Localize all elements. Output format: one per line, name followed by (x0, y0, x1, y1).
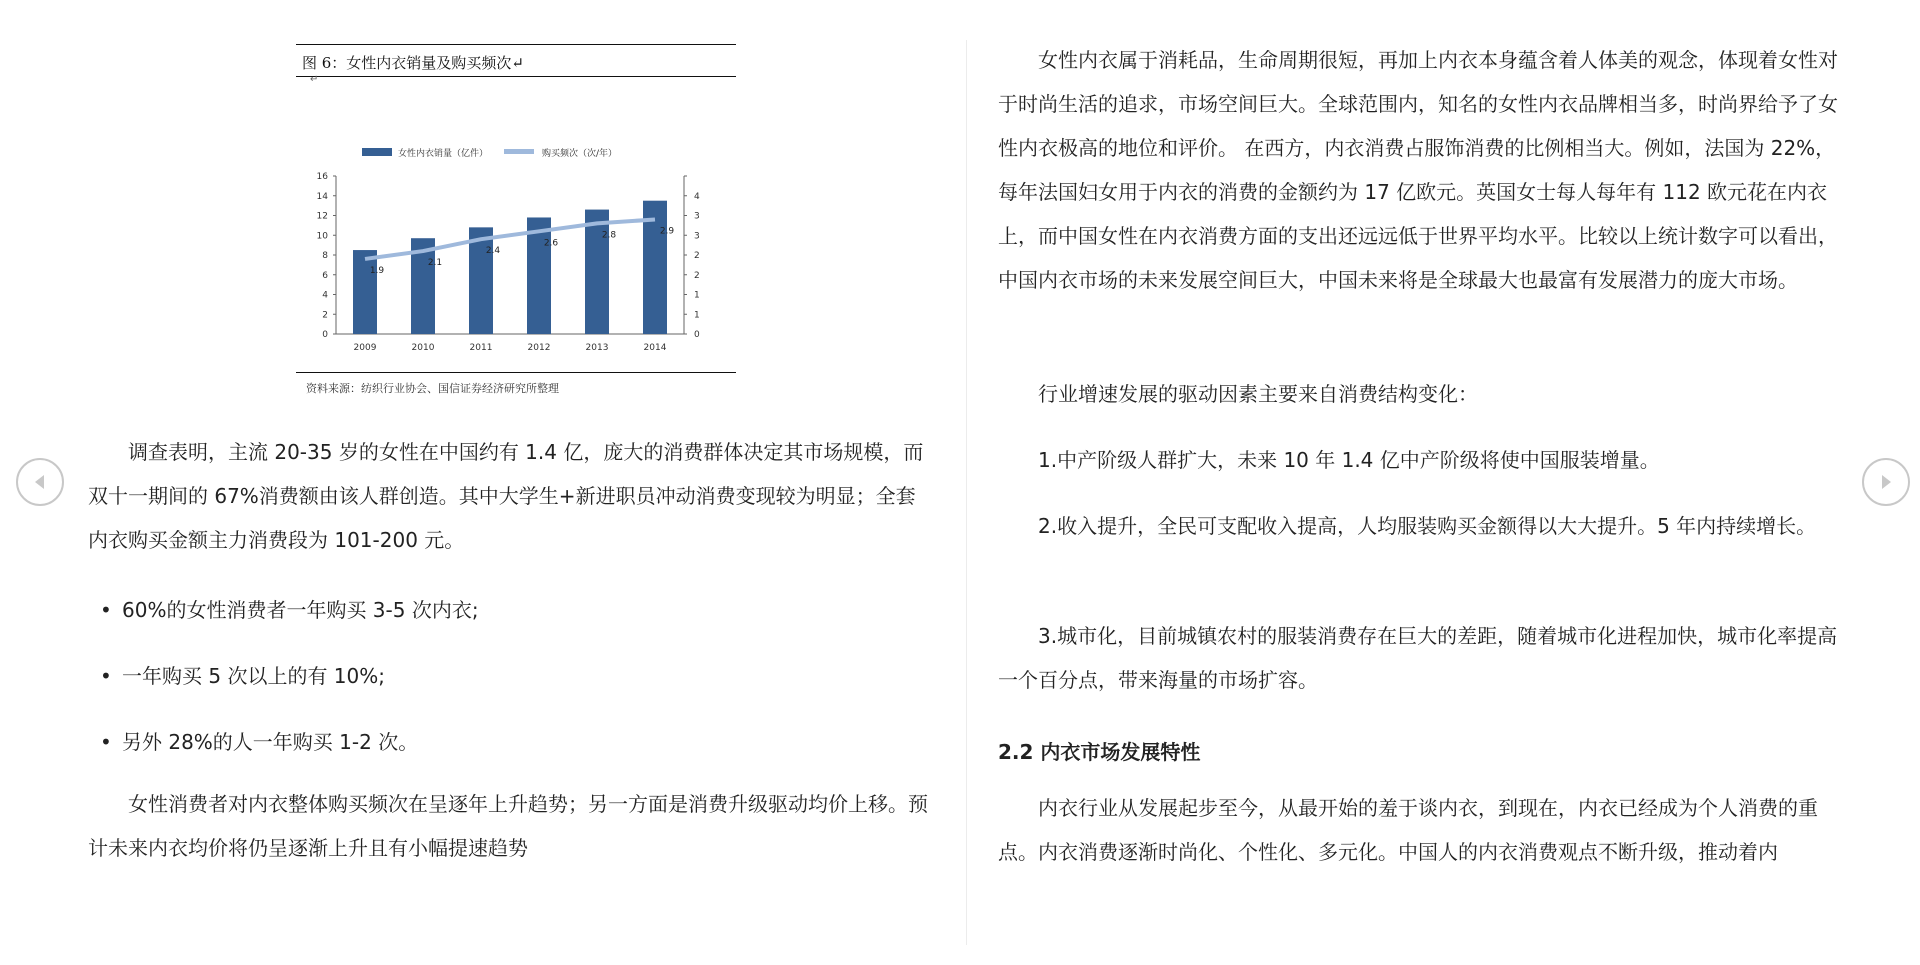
y-left-tick-label: 4 (322, 290, 328, 301)
line-data-label: 2.9 (659, 226, 675, 237)
bar (353, 250, 377, 334)
y-right-tick-label: 2 (694, 270, 700, 281)
x-tick-label: 2014 (643, 343, 667, 353)
y-right-tick-label: 2 (694, 251, 700, 261)
bar (469, 227, 493, 334)
y-left-tick-label: 10 (316, 231, 328, 242)
list-item: • 另外 28%的人一年购买 1-2 次。 (88, 720, 928, 786)
line-data-label: 2.6 (543, 238, 559, 249)
y-left-tick-label: 16 (316, 172, 328, 182)
figure-title: 图 6：女性内衣销量及购买频次↵ (302, 54, 524, 72)
section-heading: 2.2 内衣市场发展特性 (998, 740, 1201, 764)
line-data-label: 2.4 (485, 246, 501, 257)
line-data-label: 2.1 (427, 258, 443, 269)
y-left-tick-label: 8 (322, 251, 328, 261)
chevron-left-icon (30, 472, 50, 492)
y-left-tick-label: 2 (322, 310, 328, 321)
y-right-tick-label: 1 (694, 290, 700, 301)
x-tick-label: 2011 (469, 343, 493, 353)
drivers-intro: 行业增速发展的驱动因素主要来自消费结构变化： (1038, 382, 1478, 406)
y-right-tick-label: 3 (694, 211, 700, 222)
paragraph-mark: ↵ (310, 74, 319, 85)
sales-frequency-chart (296, 94, 766, 364)
figure-top-rule (296, 44, 736, 45)
list-item: • 一年购买 5 次以上的有 10%; (88, 654, 928, 720)
y-left-tick-label: 14 (316, 191, 328, 202)
bar (527, 217, 551, 334)
y-right-tick-label: 4 (694, 191, 700, 202)
list-item: • 60%的女性消费者一年购买 3-5 次内衣; (88, 588, 928, 654)
x-tick-label: 2009 (353, 343, 377, 353)
y-right-tick-label: 1 (694, 310, 700, 321)
figure-source: 资料来源：纺织行业协会、国信证券经济研究所整理 (306, 382, 559, 395)
trend-paragraph: 女性消费者对内衣整体购买频次在呈逐年上升趋势；另一方面是消费升级驱动均价上移。预计未来内衣均价将仍呈逐渐上升且有小幅提速趋势 (88, 792, 928, 860)
line-data-label: 1.9 (369, 265, 385, 276)
y-left-tick-label: 12 (316, 211, 328, 222)
figure-title-rule (296, 76, 736, 77)
y-right-tick-label: 3 (694, 231, 700, 242)
next-page-button[interactable] (1862, 458, 1910, 506)
y-left-tick-label: 6 (322, 270, 328, 281)
y-right-tick-label: 0 (694, 330, 700, 340)
x-tick-label: 2013 (585, 343, 609, 353)
legend-bar-label: 女性内衣销量（亿件） (398, 149, 489, 159)
development-paragraph: 内衣行业从发展起步至今，从最开始的羞于谈内衣，到现在，内衣已经成为个人消费的重点。内衣消费逐渐时尚化、个性化、多元化。中国人的内衣消费观点不断升级，推动着内 (998, 796, 1818, 864)
line-data-label: 2.8 (601, 230, 617, 241)
x-tick-label: 2010 (411, 343, 435, 353)
x-tick-label: 2012 (527, 343, 551, 353)
driver-2: 2.收入提升，全民可支配收入提高，人均服装购买金额得以大大提升。5 年内持续增长。 (1038, 514, 1817, 538)
legend-line-label: 购买频次（次/年） (542, 149, 618, 159)
bar (585, 210, 609, 334)
legend-line-swatch (504, 149, 534, 154)
purchase-frequency-list (88, 588, 928, 786)
prev-page-button[interactable] (16, 458, 64, 506)
market-paragraph: 女性内衣属于消耗品，生命周期很短，再加上内衣本身蕴含着人体美的观念，体现着女性对于时尚生活的追求，市场空间巨大。全球范围内，知名的女性内衣品牌相当多，时尚界给予了女性内衣极高的地位和评价。 在西方，内衣消费占服饰消费的比例相当大。例如，法国为 22%，每年法国妇女用于内衣的消费的金额约为 17 亿欧元。英国女士每人每年有 112 欧元花在内衣上，而中国女性在内衣消费方面的支出还远远低于世界平均水平。比较以上统计数字可以看出，中国内衣市场的未来发展空间巨大，中国未来将是全球最大也最富有发展潜力的庞大市场。 (998, 48, 1838, 292)
driver-1: 1.中产阶级人群扩大，未来 10 年 1.4 亿中产阶级将使中国服装增量。 (1038, 448, 1660, 472)
figure-bottom-rule (296, 372, 736, 373)
figure-6 (296, 44, 856, 404)
survey-paragraph: 调查表明，主流 20-35 岁的女性在中国约有 1.4 亿，庞大的消费群体决定其市场规模，而双十一期间的 67%消费额由该人群创造。其中大学生+新进职员冲动消费变现较为明显；全套内衣购买金额主力消费段为 101-200 元。 (88, 440, 924, 552)
legend-bar-swatch (362, 148, 392, 156)
y-left-tick-label: 0 (322, 330, 328, 340)
driver-3: 3.城市化，目前城镇农村的服装消费存在巨大的差距，随着城市化进程加快，城市化率提高一个百分点，带来海量的市场扩容。 (998, 624, 1838, 692)
page-divider (966, 40, 967, 945)
chevron-right-icon (1876, 472, 1896, 492)
